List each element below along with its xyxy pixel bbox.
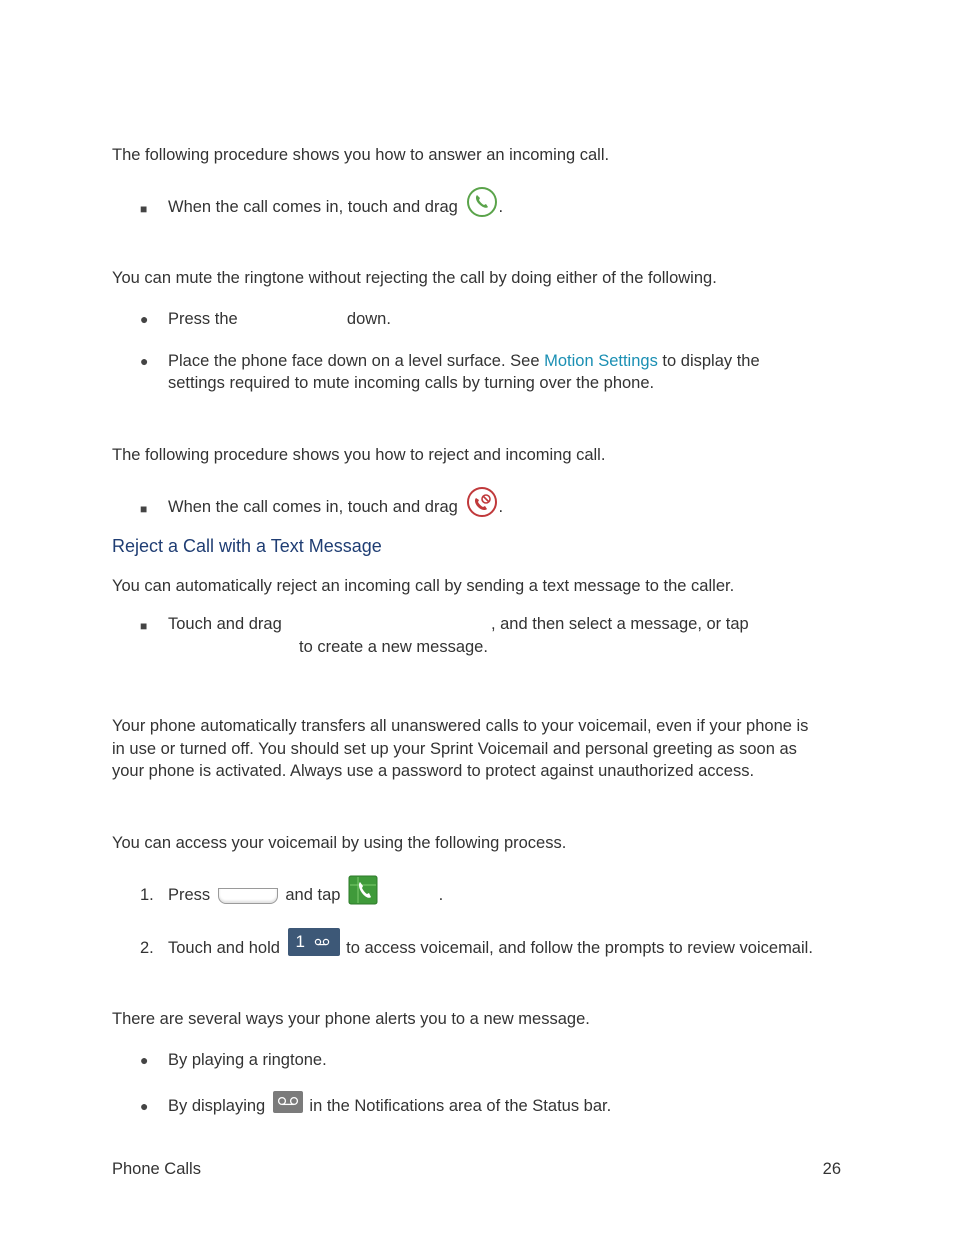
answer-step-text: When the call comes in, touch and drag	[168, 198, 458, 216]
footer-section: Phone Calls	[112, 1160, 201, 1178]
alerts-item-1: By playing a ringtone.	[168, 1051, 327, 1069]
reject-text-step-line2: to create a new message.	[299, 638, 488, 656]
voicemail-key-icon[interactable]	[288, 928, 340, 956]
voicemail-line-2: in use or turned off. You should set up your Sprint Voicemail and personal greeting as soon as	[112, 740, 797, 758]
access-step-1-end: .	[438, 886, 444, 904]
page-number: 26	[822, 1160, 841, 1178]
bullet-square-icon: ■	[140, 202, 148, 216]
step-2-number: 2.	[140, 939, 154, 957]
home-key-icon	[218, 888, 278, 904]
access-step-2-before: Touch and hold	[168, 939, 280, 957]
reject-text-step-after: , and then select a message, or tap	[490, 615, 749, 633]
voicemail-key-label: 1	[295, 931, 305, 951]
reject-text-intro: You can automatically reject an incoming call by sending a text message to the caller.	[112, 577, 735, 595]
reject-text-step	[168, 613, 749, 635]
reject-call-icon	[466, 486, 498, 518]
access-step-1	[168, 884, 443, 906]
mute-item-1-before: Press the	[168, 310, 238, 328]
bullet-dot-icon: ●	[140, 1098, 149, 1114]
mute-item-1	[168, 308, 391, 330]
bullet-square-icon: ■	[140, 502, 148, 516]
voicemail-notification-icon	[273, 1091, 303, 1113]
reject-text-heading: Reject a Call with a Text Message	[112, 536, 382, 556]
answer-call-icon	[466, 186, 498, 218]
mute-item-2-before: Place the phone face down on a level surface. See	[168, 352, 540, 370]
reject-step	[168, 496, 503, 518]
voicemail-line-1: Your phone automatically transfers all unanswered calls to your voicemail, even if your phone is	[112, 717, 809, 735]
access-step-2-after: to access voicemail, and follow the prompts to review voicemail.	[346, 939, 813, 957]
bullet-dot-icon: ●	[140, 311, 149, 327]
mute-item-2-line2: settings required to mute incoming calls by turning over the phone.	[168, 374, 655, 392]
bullet-square-icon: ■	[140, 619, 148, 633]
reject-intro: The following procedure shows you how to reject and incoming call.	[112, 446, 606, 464]
step-1-number: 1.	[140, 886, 154, 904]
bullet-dot-icon: ●	[140, 353, 149, 369]
answer-step-end: .	[498, 198, 504, 216]
answer-step	[168, 196, 503, 218]
bullet-dot-icon: ●	[140, 1052, 149, 1068]
alerts-item-2-after: in the Notifications area of the Status bar.	[309, 1097, 612, 1115]
phone-app-icon[interactable]	[348, 875, 378, 905]
access-step-1-before: Press	[168, 886, 211, 904]
reject-text-step-before: Touch and drag	[168, 615, 282, 633]
access-step-2	[168, 931, 813, 959]
mute-item-2-after: to display the	[662, 352, 760, 370]
voicemail-tape-icon	[314, 938, 330, 946]
access-step-1-mid: and tap	[285, 886, 341, 904]
mute-item-1-after: down.	[346, 310, 391, 328]
alerts-item-2	[168, 1095, 611, 1117]
reject-step-text: When the call comes in, touch and drag	[168, 498, 458, 516]
mute-intro: You can mute the ringtone without rejecting the call by doing either of the following.	[112, 269, 717, 287]
voicemail-line-3: your phone is activated. Always use a password to protect against unauthorized access.	[112, 762, 755, 780]
motion-settings-link[interactable]: Motion Settings	[544, 352, 658, 370]
alerts-intro: There are several ways your phone alerts you to a new message.	[112, 1010, 590, 1028]
answer-intro: The following procedure shows you how to answer an incoming call.	[112, 146, 610, 164]
access-intro: You can access your voicemail by using the following process.	[112, 834, 567, 852]
mute-item-2	[168, 350, 760, 372]
reject-step-end: .	[498, 498, 504, 516]
alerts-item-2-before: By displaying	[168, 1097, 266, 1115]
